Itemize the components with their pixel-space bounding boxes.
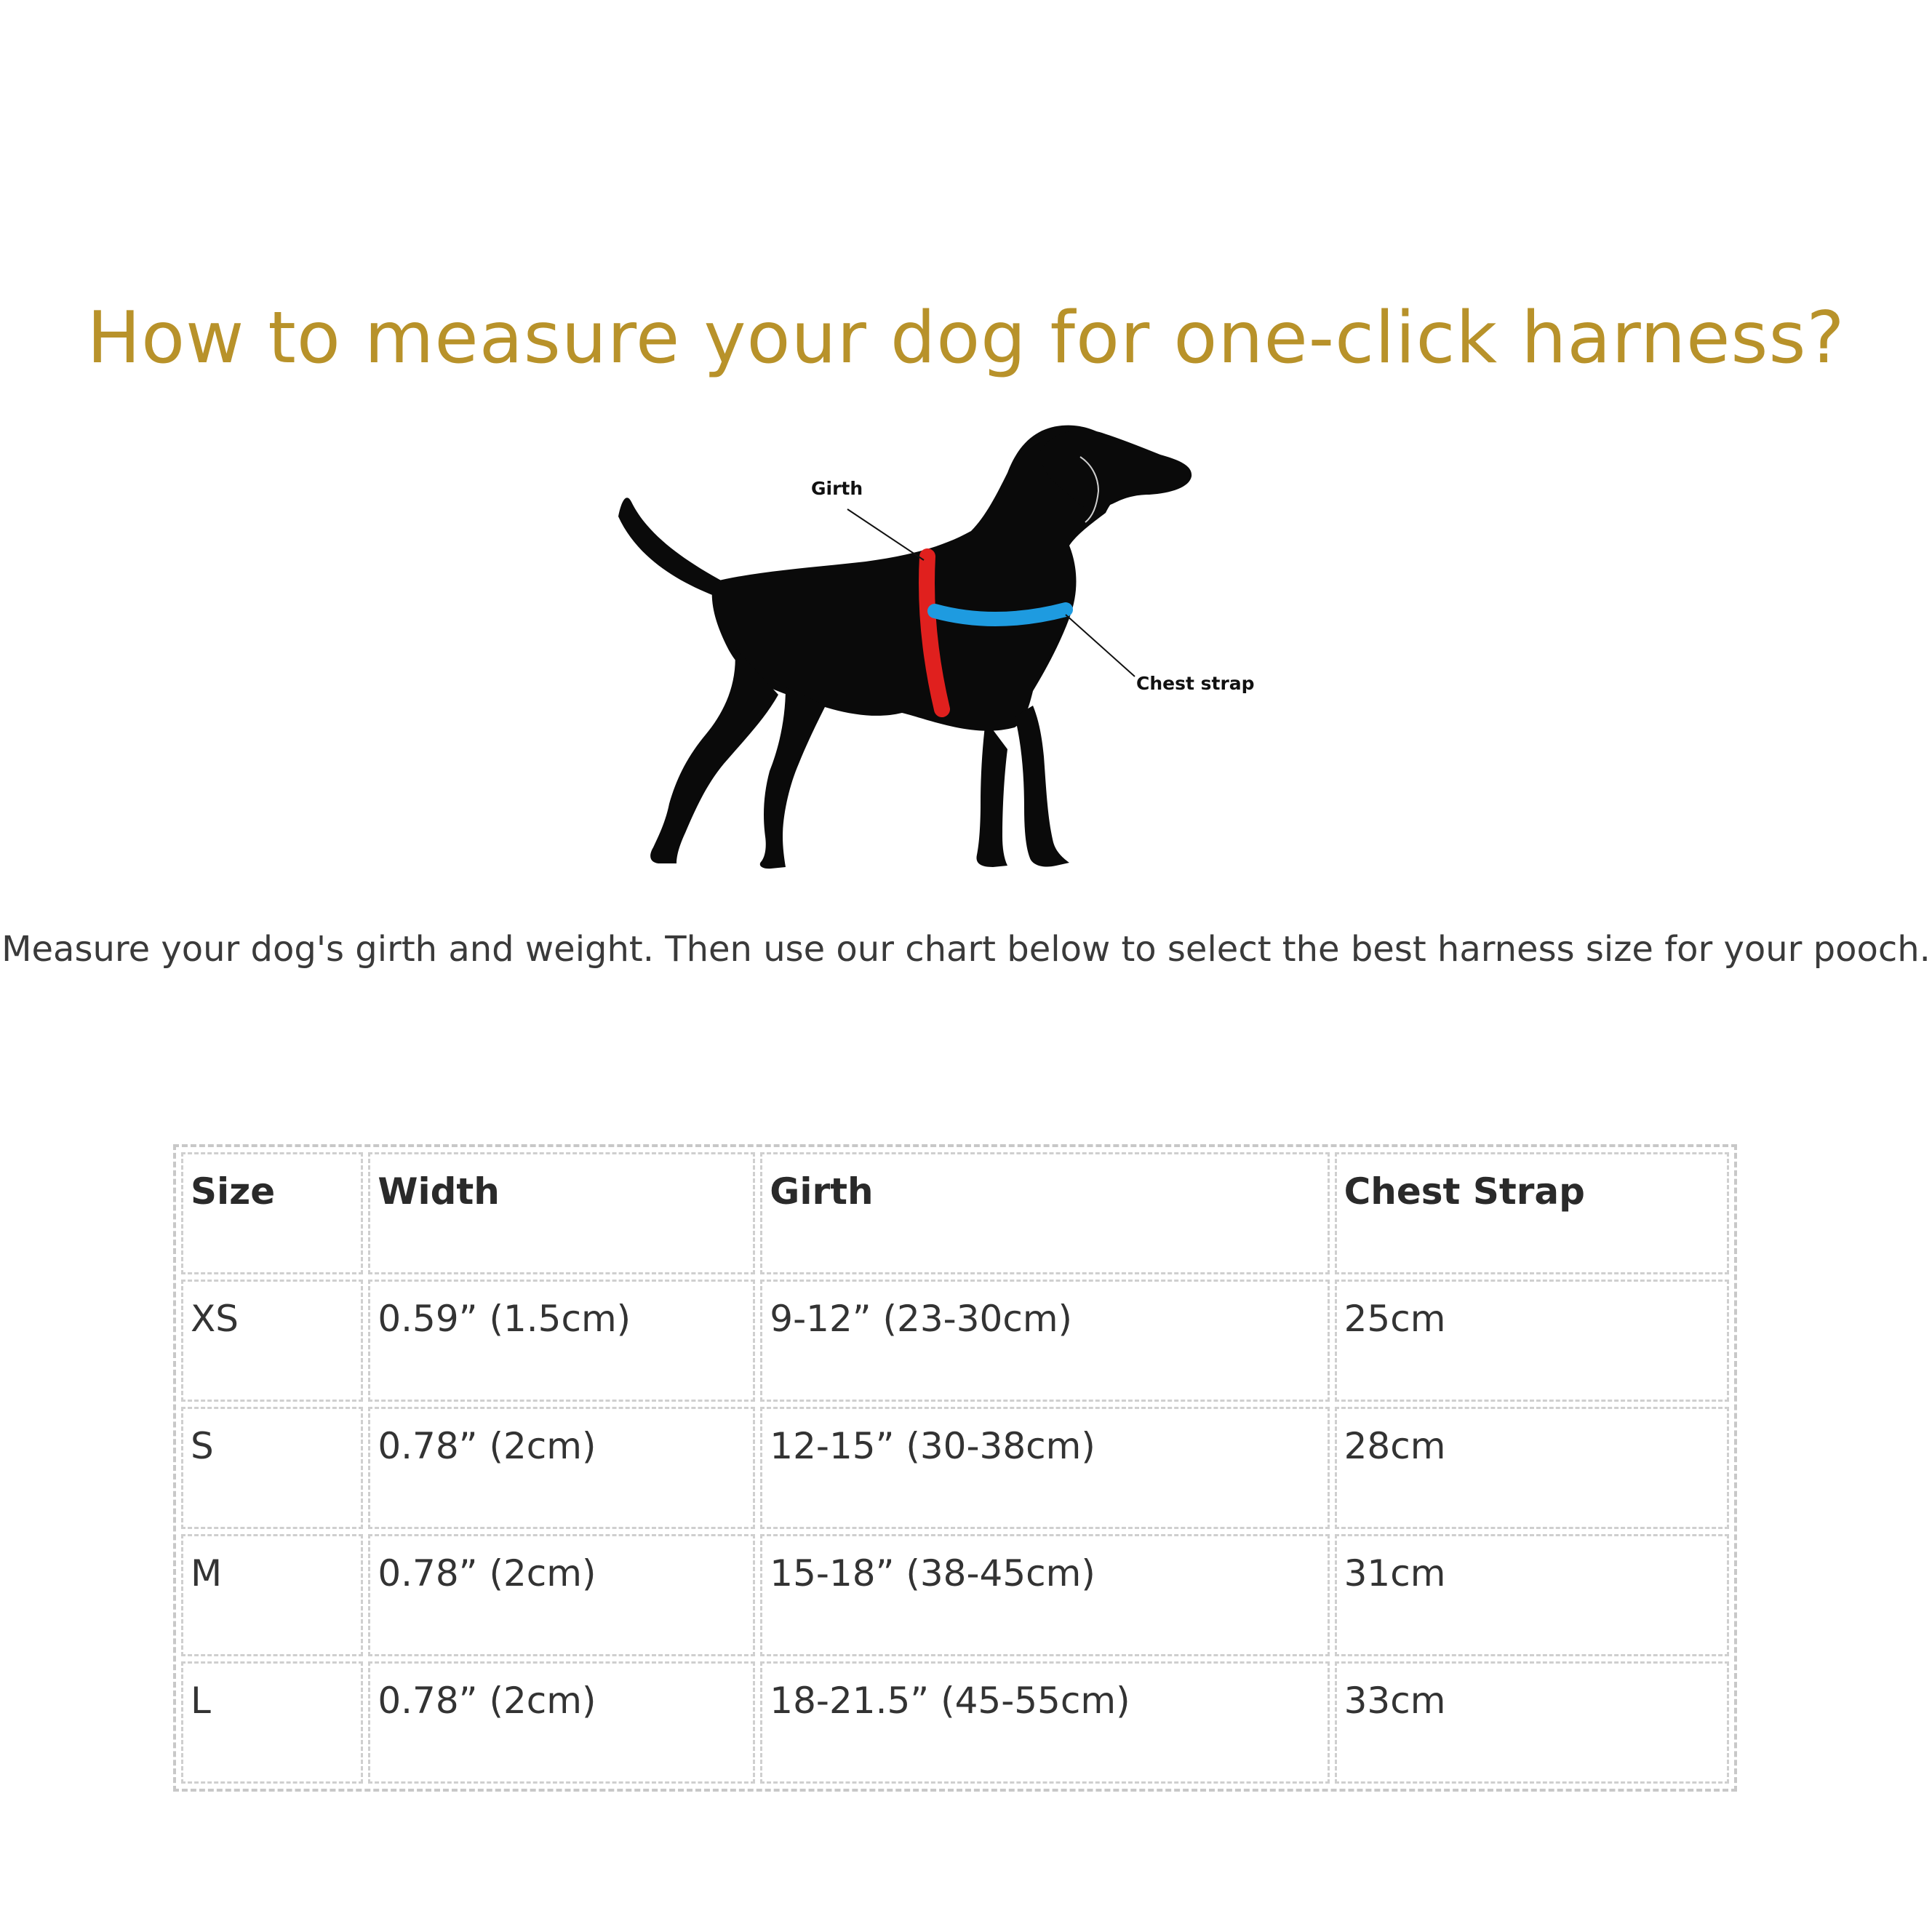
chest-strap-label: Chest strap bbox=[1136, 673, 1255, 694]
cell-width: 0.78” (2cm) bbox=[368, 1661, 755, 1784]
header-width: Width bbox=[368, 1152, 755, 1274]
dog-silhouette bbox=[618, 426, 1191, 869]
header-girth: Girth bbox=[760, 1152, 1329, 1274]
header-chest-strap: Chest Strap bbox=[1335, 1152, 1729, 1274]
cell-chest-strap: 25cm bbox=[1335, 1280, 1729, 1402]
dog-harness-diagram bbox=[567, 407, 1295, 895]
dog-silhouette-svg bbox=[567, 407, 1295, 895]
cell-girth: 15-18” (38-45cm) bbox=[760, 1534, 1329, 1656]
table-row bbox=[181, 1280, 1729, 1402]
cell-girth: 18-21.5” (45-55cm) bbox=[760, 1661, 1329, 1784]
cell-chest-strap: 33cm bbox=[1335, 1661, 1729, 1784]
table-row bbox=[181, 1661, 1729, 1784]
cell-size: XS bbox=[181, 1280, 363, 1402]
table-header-row bbox=[181, 1152, 1729, 1274]
table-row bbox=[181, 1534, 1729, 1656]
cell-girth: 9-12” (23-30cm) bbox=[760, 1280, 1329, 1402]
cell-girth: 12-15” (30-38cm) bbox=[760, 1407, 1329, 1529]
chest-strap-pointer-line bbox=[1066, 615, 1135, 676]
cell-chest-strap: 31cm bbox=[1335, 1534, 1729, 1656]
cell-size: L bbox=[181, 1661, 363, 1784]
girth-label: Girth bbox=[811, 478, 863, 499]
girth-pointer-line bbox=[847, 509, 924, 560]
header-size: Size bbox=[181, 1152, 363, 1274]
cell-width: 0.59” (1.5cm) bbox=[368, 1280, 755, 1402]
instruction-text: Measure your dog's girth and weight. Then use our chart below to select the best harness size for your pooch. bbox=[1, 929, 1931, 970]
cell-size: S bbox=[181, 1407, 363, 1529]
table-row bbox=[181, 1407, 1729, 1529]
cell-width: 0.78” (2cm) bbox=[368, 1407, 755, 1529]
cell-chest-strap: 28cm bbox=[1335, 1407, 1729, 1529]
page-title: How to measure your dog for one-click harness? bbox=[87, 297, 1845, 380]
cell-width: 0.78” (2cm) bbox=[368, 1534, 755, 1656]
size-chart-table bbox=[173, 1144, 1737, 1792]
cell-size: M bbox=[181, 1534, 363, 1656]
